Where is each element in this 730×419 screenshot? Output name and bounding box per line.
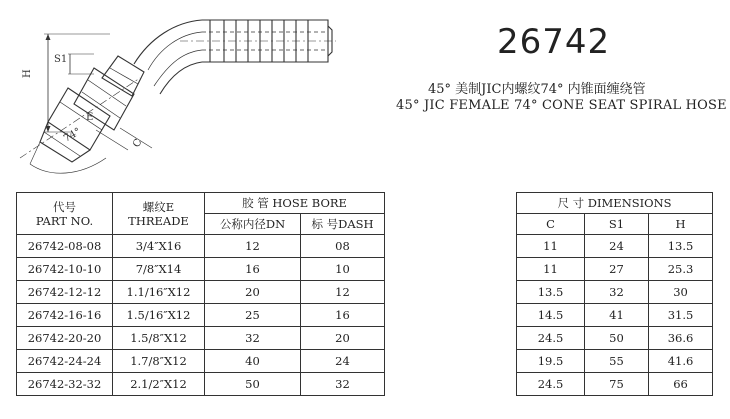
table-row	[17, 235, 713, 258]
product-code: 26742	[497, 22, 611, 62]
cell-dn: 12	[205, 235, 301, 258]
product-title-en: 45° JIC FEMALE 74° CONE SEAT SPIRAL HOSE	[396, 98, 727, 113]
cell-dn: 40	[205, 350, 301, 373]
cell-dash: 08	[301, 235, 385, 258]
cell-dn: 20	[205, 281, 301, 304]
cell-thread: 1.5/16″X12	[113, 304, 205, 327]
cell-dash: 12	[301, 281, 385, 304]
cell-h: 31.5	[649, 304, 713, 327]
cell-dash: 20	[301, 327, 385, 350]
cell-c: 14.5	[517, 304, 585, 327]
header-thread	[113, 193, 205, 235]
table-row	[17, 258, 713, 281]
header-thread-cn: 螺纹E	[142, 199, 175, 214]
table-row	[17, 327, 713, 350]
header-part-no	[17, 193, 113, 235]
cell-h: 25.3	[649, 258, 713, 281]
header-hose-bore: 胶 管 HOSE BORE	[205, 193, 385, 214]
cell-c: 11	[517, 258, 585, 281]
cell-h: 66	[649, 373, 713, 396]
cell-s1: 55	[585, 350, 649, 373]
table-row	[17, 281, 713, 304]
header-gap	[385, 193, 517, 235]
product-title-cn: 45° 美制JIC内螺纹74° 内锥面缠绕管	[428, 82, 646, 97]
cell-dash: 32	[301, 373, 385, 396]
cell-part: 26742-10-10	[17, 258, 113, 281]
cell-dash: 24	[301, 350, 385, 373]
cell-thread: 3/4″X16	[113, 235, 205, 258]
cell-s1: 50	[585, 327, 649, 350]
cell-h: 13.5	[649, 235, 713, 258]
cell-thread: 7/8″X14	[113, 258, 205, 281]
cell-gap	[385, 304, 517, 327]
cell-s1: 24	[585, 235, 649, 258]
cell-thread: 1.5/8″X12	[113, 327, 205, 350]
header-dash: 标 号DASH	[301, 214, 385, 235]
cell-dn: 32	[205, 327, 301, 350]
header-part-cn: 代号	[53, 199, 76, 214]
header-c: C	[517, 214, 585, 235]
cell-part: 26742-16-16	[17, 304, 113, 327]
cell-h: 30	[649, 281, 713, 304]
header-s1: S1	[585, 214, 649, 235]
cell-s1: 27	[585, 258, 649, 281]
cell-part: 26742-08-08	[17, 235, 113, 258]
cell-part: 26742-32-32	[17, 373, 113, 396]
cell-dash: 16	[301, 304, 385, 327]
fitting-drawing	[10, 8, 340, 178]
table-row	[17, 373, 713, 396]
cell-part: 26742-20-20	[17, 327, 113, 350]
cell-gap	[385, 373, 517, 396]
cell-gap	[385, 327, 517, 350]
drawing-label-s1: S1	[54, 54, 68, 65]
cell-dn: 50	[205, 373, 301, 396]
table-row	[17, 304, 713, 327]
header-dn: 公称内径DN	[205, 214, 301, 235]
cell-part: 26742-12-12	[17, 281, 113, 304]
drawing-label-e: E	[86, 112, 94, 123]
drawing-label-angle: 74°	[62, 126, 83, 145]
cell-gap	[385, 350, 517, 373]
drawing-label-h: H	[22, 69, 33, 78]
cell-h: 41.6	[649, 350, 713, 373]
cell-dn: 25	[205, 304, 301, 327]
spec-table	[16, 192, 713, 396]
cell-s1: 32	[585, 281, 649, 304]
cell-gap	[385, 258, 517, 281]
cell-c: 24.5	[517, 327, 585, 350]
cell-gap	[385, 235, 517, 258]
table-row	[17, 350, 713, 373]
cell-c: 13.5	[517, 281, 585, 304]
cell-h: 36.6	[649, 327, 713, 350]
header-thread-en: THREADE	[128, 213, 189, 228]
cell-thread: 2.1/2″X12	[113, 373, 205, 396]
cell-c: 19.5	[517, 350, 585, 373]
header-dimensions: 尺 寸 DIMENSIONS	[517, 193, 713, 214]
cell-thread: 1.1/16″X12	[113, 281, 205, 304]
cell-thread: 1.7/8″X12	[113, 350, 205, 373]
cell-gap	[385, 281, 517, 304]
header-h: H	[649, 214, 713, 235]
cell-dash: 10	[301, 258, 385, 281]
header-part-en: PART NO.	[35, 213, 94, 228]
cell-c: 11	[517, 235, 585, 258]
cell-s1: 41	[585, 304, 649, 327]
drawing-label-c: C	[131, 137, 145, 150]
cell-s1: 75	[585, 373, 649, 396]
cell-c: 24.5	[517, 373, 585, 396]
cell-dn: 16	[205, 258, 301, 281]
cell-part: 26742-24-24	[17, 350, 113, 373]
